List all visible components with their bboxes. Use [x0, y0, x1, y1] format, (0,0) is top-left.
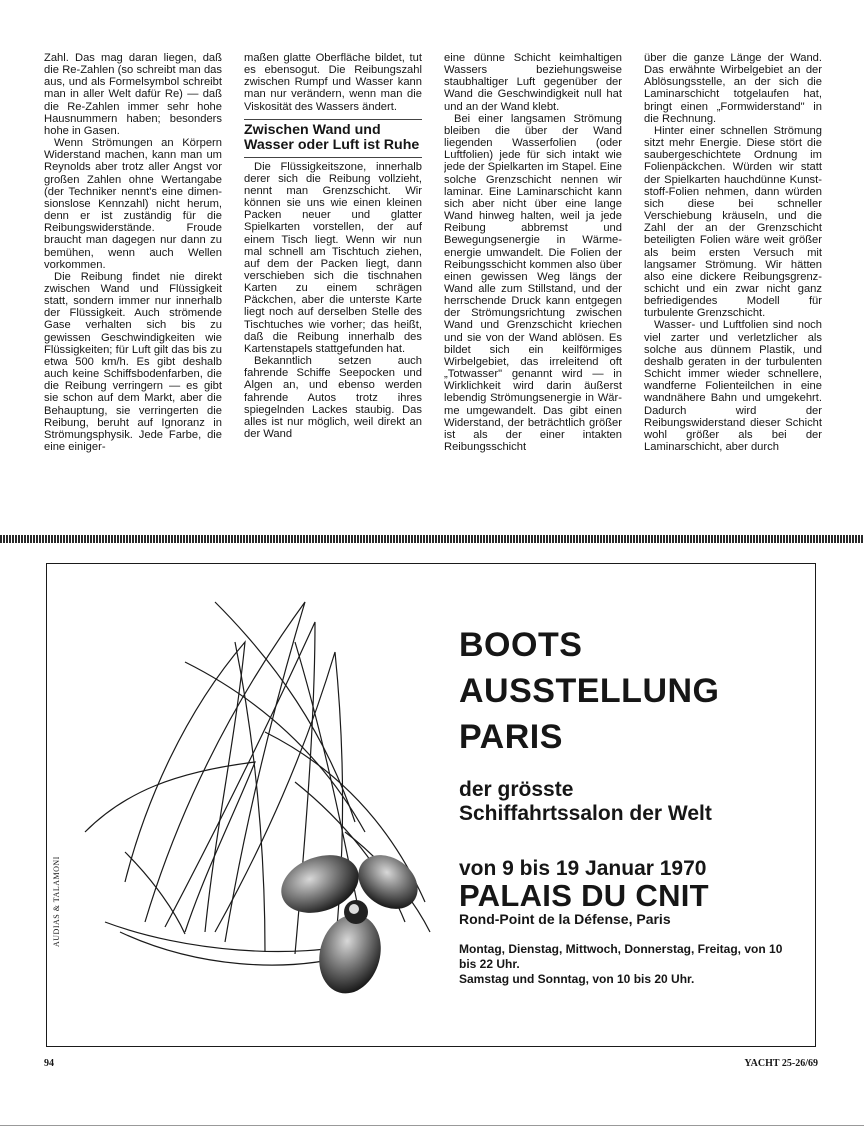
paragraph: Zahl. Das mag daran liegen, daß die Re-Zahlen (so schreibt man das aus, und als Formelsymbol schreibt man in aller Welt dafür Re) — daß die Re-Zahlen immer sehr hohe Hausnummern haben; besonders hohe in Gasen. [44, 52, 222, 137]
heading-rule-top [244, 119, 422, 120]
article-column-2 [244, 52, 422, 514]
sailboat-illustration [65, 582, 455, 1032]
paragraph: Die Reibung findet nie direkt zwischen Wand und Flüssigkeit statt, sondern immer nur innerhalb der Flüssigkeit. Auch strömende Gase verhalten sich bis zu gewissen Geschwindigkeiten wie Flüssigkeiten; für Luft gilt das bis zu etwa 500 km/h. Es gibt deshalb auch keine Schiffsbodenfarben, die die Reibung verringern — es gibt sie schon auf dem Markt, aber die Behauptung, sie verringerten die Reibung, beruht auf Ignoranz in Strömungsphysik. Jede Farbe, die eine einiger- [44, 270, 222, 453]
paragraph: Wenn Strömungen an Körpern Widerstand machen, kann man um Reynolds aber trotz aller Angst vor großen Zahlen ohne Wertangabe (der Techniker nennt's eine dimensionslose Kennzahl) nicht herum, denn er ist zuständig für die Reibungswiderstände. Froude braucht man dagegen nur dann zu bemühen, wenn auch Wellen vorkommen. [44, 137, 222, 271]
magazine-issue: YACHT 25-26/69 [744, 1058, 818, 1069]
ad-hours-weekend: Samstag und Sonntag, von 10 bis 20 Uhr. [459, 972, 695, 986]
paragraph: Die Flüssigkeitszone, innerhalb derer sich die Reibung vollzieht, nennt man Grenzschicht. Wir können sie uns wie einen kleinen Packen neuer und glatter Spielkarten vorstellen, der auf einem Tisch liegt. Wenn wir nun mal schnell am Tischtuch ziehen, auf dem der Packen liegt, dann verschieben sich die tischnahen Karten zu einem schrägen Päckchen, aber die unterste Karte liegt noch auf derselben Stelle des Tischtuches wie vorher; das heißt, daß die Reibung innerhalb des Kartenstapels stattgefunden hat. [244, 160, 422, 355]
paragraph: über die ganze Länge der Wand. Das erwähnte Wirbelgebiet an der Ablösungsstelle, an der sich die Laminarschicht totgelaufen hat, bringt einen „Formwiderstand" in die Rechnung. [644, 52, 822, 125]
bottom-rule [0, 1125, 864, 1126]
section-heading: Zwischen Wand und Wasser oder Luft ist Ruhe [244, 121, 420, 154]
ad-venue: PALAIS DU CNIT [459, 878, 709, 913]
paragraph: Bekanntlich setzen auch fahrende Schiffe Seepocken und Algen an, und ebenso werden fahrende Autos trotz ihres spiegelnden Lackes staubig. Das alles ist nur möglich, weil direkt an der Wand [244, 355, 422, 441]
advertisement [46, 563, 816, 1047]
article-column-3 [444, 52, 622, 514]
ad-text-block [459, 622, 799, 987]
propeller-icon [273, 844, 428, 1000]
ad-credit: AUDIAS & TALAMONI [52, 856, 61, 947]
ad-address: Rond-Point de la Défense, Paris [459, 911, 671, 927]
heading-rule-bottom [244, 157, 422, 158]
ad-subtitle-2: Schiffahrtssalon der Welt [459, 802, 712, 825]
ad-subtitle-1: der grösste [459, 778, 574, 801]
paragraph: eine dünne Schicht keimhaltigen Wassers beziehungsweise staubhaltiger Luft gegenüber der Wand die Geschwindigkeit null hat und an der Wand klebt. [444, 52, 622, 113]
article-columns [44, 52, 822, 514]
ad-title-line-1: BOOTS [459, 626, 583, 664]
article-column-4 [644, 52, 822, 514]
paragraph: Hinter einer schnellen Strömung sitzt mehr Energie. Diese stört die saubergeschichtete Ordnung im Folienpäckchen. Würden wir statt der Spielkarten hauchdünne Kunststoff-Folien nehmen, dann würden sich diese bei schneller Verschiebung kräuseln, und die Zahl der an der Grenzschicht beteiligten Folien wäre weit größer als beim ersten Versuch mit langsamer Strömung. Wir hätten also eine dickere Reibungsgrenzschicht und ein zwar nicht ganz befriedigendes Modell für turbulente Grenzschicht. [644, 124, 822, 320]
ad-title-line-2: AUSSTELLUNG [459, 672, 720, 710]
paragraph: Bei einer langsamen Strömung bleiben die über der Wand liegenden Wasserfolien (oder Luftfolien) jede für sich intakt wie jede der Spielkarten im Stapel. Eine solche Grenzschicht nennen wir laminar. Eine Laminarschicht kann sich aber nicht über eine lange Wand hinweg halten, weil ja jede Reibung abbremst und Bewegungsenergie in Wärmeenergie umwandelt. Die Folien der Reibungsschicht kommen also über einen gewissen Weg längs der Wand alle zum Stillstand, und der herrschende Druck kann entgegen der Strömungsrichtung zwischen Wand und Grenzschicht kriechen und sie von der Wand ablösen. Es bildet sich ein keilförmiges Wirbelgebiet, das irreleitend oft „Totwasser" genannt wird — in Wirklichkeit wird darin äußerst lebendig Strömungsenergie in Wärme umgewandelt. Das gibt einen Widerstand, der beträchtlich größer ist als der einer intakten Reibungsschicht [444, 112, 622, 453]
paragraph: maßen glatte Oberfläche bildet, tut es ebensogut. Die Reibungszahl zwischen Rumpf und Wasser kann man nur verändern, wenn man die Viskosität des Wassers ändert. [244, 52, 422, 113]
separator-stripe [0, 535, 864, 543]
ad-dates: von 9 bis 19 Januar 1970 [459, 857, 707, 880]
article-column-1 [44, 52, 222, 514]
ad-hours-weekday: Montag, Dienstag, Mittwoch, Donnerstag, Freitag, von 10 bis 22 Uhr. [459, 942, 783, 971]
page-number: 94 [44, 1058, 54, 1069]
paragraph: Wasser- und Luftfolien sind noch viel zarter und verletzlicher als solche aus dünnem Plastik, und deshalb geraten in der turbulenten Schicht immer wieder schnellere, wandferne Folienteilchen in eine wandnähere Bahn und umgekehrt. Dadurch wird der Reibungswiderstand dieser Schicht wohl größer als bei der Laminarschicht, aber durch [644, 319, 822, 453]
ad-title-line-3: PARIS [459, 718, 563, 756]
